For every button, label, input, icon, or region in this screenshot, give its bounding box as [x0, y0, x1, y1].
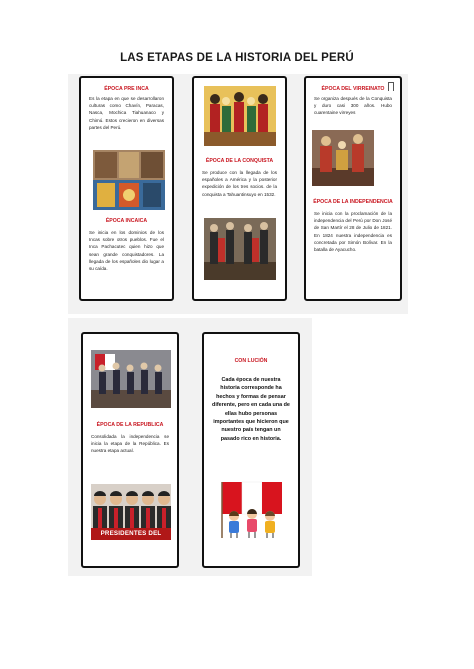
panel-republica	[81, 332, 179, 568]
soldiers-icon	[204, 218, 276, 280]
triptych-sheet-bottom	[68, 318, 312, 576]
panel-pre-inca	[79, 76, 174, 301]
independence-proclamation-icon	[91, 350, 171, 408]
presidentes-image	[91, 484, 171, 549]
triptych-sheet-top	[68, 74, 408, 314]
heading-epoca-pre-inca: ÉPOCA PRE INCA	[104, 86, 149, 92]
panel-virreinato	[304, 76, 402, 301]
virreinato-image	[312, 130, 374, 186]
text-epoca-incaica: Se inicia en los dominios de los Incas sobre otros pueblos. Fue el Inca Pachacutec quien hizo que sean grande conquistadores. La llegada de los españoles dio lugar a su caída.	[89, 230, 164, 272]
heading-epoca-virreinato: ÉPOCA DEL VIRREINATO	[321, 86, 385, 92]
flag-and-children-icon	[218, 480, 286, 540]
heading-epoca-incaica: ÉPOCA INCAICA	[105, 218, 148, 224]
page-title: LAS ETAPAS DE LA HISTORIA DEL PERÚ	[120, 52, 354, 64]
inca-figures-icon	[204, 86, 276, 146]
heading-conclusion: CON LUCIÓN	[234, 358, 268, 364]
conquista-painting-image	[204, 86, 276, 146]
panel-conclusion	[202, 332, 300, 568]
heading-epoca-republica: ÉPOCA DE LA REPUBLICA	[96, 422, 164, 428]
presidentes-banner: PRESIDENTES DEL PERÚ	[91, 528, 171, 540]
panel-conquista	[192, 76, 287, 301]
text-epoca-pre-inca: Es la etapa en que se desarrollaron culturas como Chavín, Paracas, Nasca, Mochica Tiahuanaco y Chimú. Estos crecieron en diversas partes del Perú.	[89, 96, 164, 130]
conquista-battle-image	[204, 218, 276, 280]
pre-inca-image	[93, 150, 165, 210]
text-epoca-republica: Consolidada la independencia se inicia la etapa de la República. Es nuestra etapa actual.	[91, 434, 169, 454]
heading-epoca-conquista: ÉPOCA DE LA CONQUISTA	[205, 158, 274, 164]
presidents-portraits-icon	[91, 484, 171, 528]
peru-flag-children-image	[218, 480, 286, 540]
republica-painting-image	[91, 350, 171, 408]
colonial-painting-icon	[312, 130, 374, 186]
text-conclusion: Cada época de nuestra historia corresponde ha hechos y formas de pensar diferente, pero en cada una de ellas hubo personas importantes que hicieron que nuestro país tengan un pasado rico en historia.	[212, 377, 290, 442]
text-epoca-independencia: Se inicia con la proclamación de la independencia del Perú por Don José de San Martír el 28 de Julio de 1821. En 1824 nuestra independencia es concretada por Simón Bolívar. En la batalla de Ayacucho.	[314, 211, 392, 253]
text-epoca-conquista: Se produce con la llegada de los españoles a América y la posterior expedición de los tres socios. de la conquista a Tahuantinsuyo en 1532.	[202, 170, 277, 197]
bookmark-icon[interactable]	[388, 82, 394, 91]
text-epoca-virreinato: Se organiza después de la Conquista y duro casi 300 años. Hubo cuarentaine virreyes	[314, 96, 392, 116]
heading-epoca-independencia: ÉPOCA DE LA INDEPENDENCIA	[313, 199, 393, 205]
pre-inca-collage-icon	[93, 150, 165, 210]
